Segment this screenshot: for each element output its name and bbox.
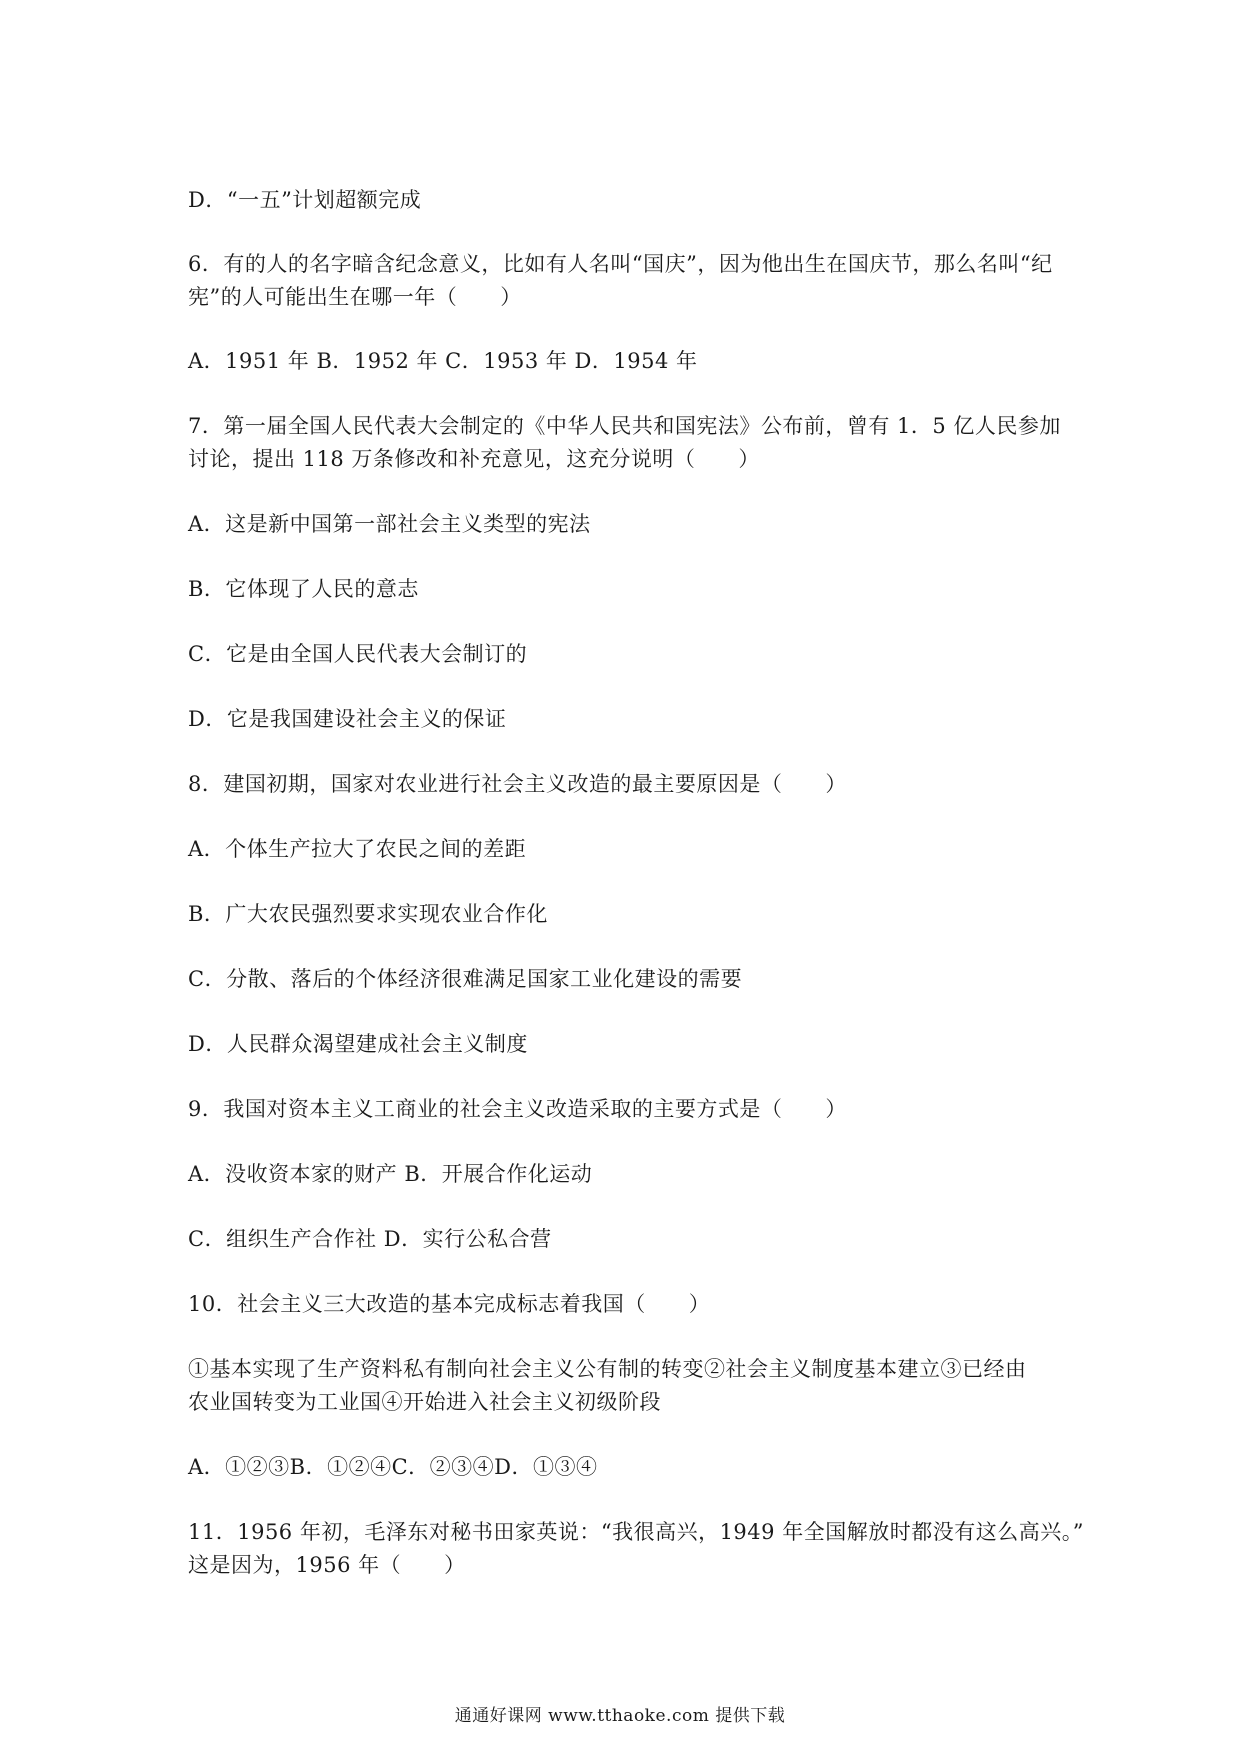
q7-option-a: A．这是新中国第一部社会主义类型的宪法 [188, 512, 591, 536]
q9-options-cd: C．组织生产合作社 D．实行公私合营 [188, 1227, 552, 1251]
q6-stem-line-2: 宪”的人可能出生在哪一年（ ） [188, 285, 522, 309]
q10-statements-line-1: ①基本实现了生产资料私有制向社会主义公有制的转变②社会主义制度基本建立③已经由 [188, 1357, 1027, 1381]
q8-option-c: C．分散、落后的个体经济很难满足国家工业化建设的需要 [188, 967, 743, 991]
q9-stem: 9．我国对资本主义工商业的社会主义改造采取的主要方式是（ ） [188, 1097, 847, 1121]
q5-option-d: D．“一五”计划超额完成 [188, 188, 422, 212]
q6-options: A．1951 年 B．1952 年 C．1953 年 D．1954 年 [188, 349, 698, 373]
q8-option-b: B．广大农民强烈要求实现农业合作化 [188, 902, 548, 926]
q10-options: A．①②③B．①②④C．②③④D．①③④ [188, 1455, 598, 1479]
q8-option-d: D．人民群众渴望建成社会主义制度 [188, 1032, 528, 1056]
q9-options-ab: A．没收资本家的财产 B．开展合作化运动 [188, 1162, 593, 1186]
q10-statements-line-2: 农业国转变为工业国④开始进入社会主义初级阶段 [188, 1390, 661, 1414]
q10-stem: 10．社会主义三大改造的基本完成标志着我国（ ） [188, 1292, 711, 1316]
q8-option-a: A．个体生产拉大了农民之间的差距 [188, 837, 527, 861]
q7-option-c: C．它是由全国人民代表大会制订的 [188, 642, 528, 666]
q8-stem: 8．建国初期，国家对农业进行社会主义改造的最主要原因是（ ） [188, 772, 847, 796]
q11-stem-line-2: 这是因为，1956 年（ ） [188, 1553, 466, 1577]
q11-stem-line-1: 11．1956 年初，毛泽东对秘书田家英说：“我很高兴，1949 年全国解放时都没有这么高兴。” [188, 1520, 1084, 1544]
q7-option-b: B．它体现了人民的意志 [188, 577, 419, 601]
q7-stem-line-2: 讨论，提出 118 万条修改和补充意见，这充分说明（ ） [188, 447, 760, 471]
page-footer: 通通好课网 www.tthaoke.com 提供下载 [454, 1706, 786, 1726]
q7-option-d: D．它是我国建设社会主义的保证 [188, 707, 507, 731]
q7-stem-line-1: 7．第一届全国人民代表大会制定的《中华人民共和国宪法》公布前，曾有 1．5 亿人民参加 [188, 414, 1061, 438]
q6-stem-line-1: 6．有的人的名字暗含纪念意义，比如有人名叫“国庆”，因为他出生在国庆节，那么名叫“纪 [188, 252, 1053, 276]
